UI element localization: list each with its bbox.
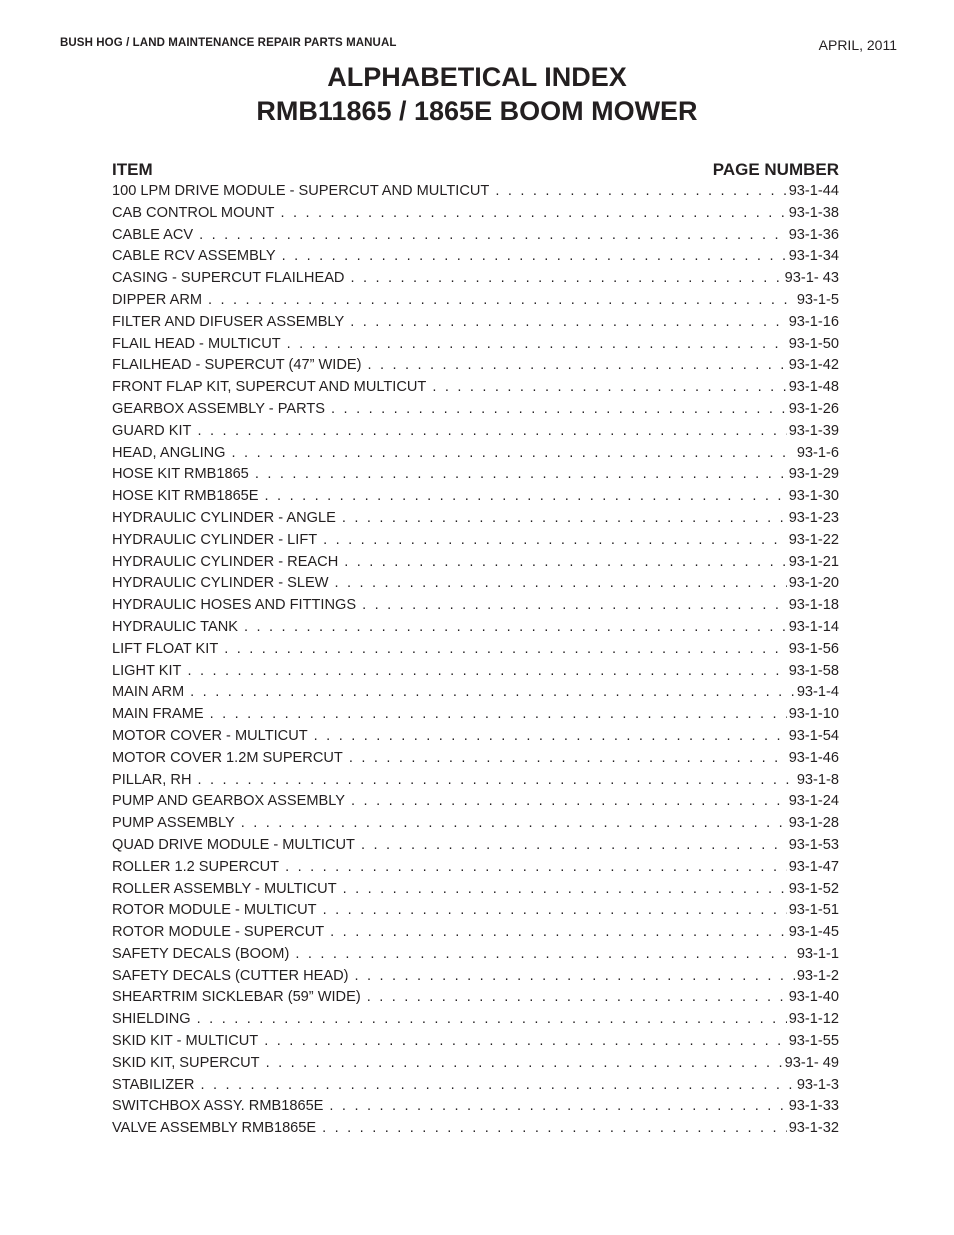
index-entry <box>112 1098 839 1120</box>
entry-page-number: 93-1-56 <box>788 640 839 657</box>
entry-item-name: HEAD, ANGLING <box>112 444 226 461</box>
entry-item-name: PUMP AND GEARBOX ASSEMBLY <box>112 793 346 810</box>
entry-item-name: FILTER AND DIFUSER ASSEMBLY <box>112 313 345 330</box>
entry-page-number: 93-1-24 <box>788 793 839 810</box>
index-entry <box>112 445 839 467</box>
publication-date: APRIL, 2011 <box>818 37 897 53</box>
dot-leader <box>351 793 787 809</box>
index-entry <box>112 728 839 750</box>
entry-page-number: 93-1-46 <box>788 749 839 766</box>
dot-leader <box>199 227 787 243</box>
entry-item-name: SAFETY DECALS (BOOM) <box>112 945 290 962</box>
index-entry <box>112 379 839 401</box>
entry-page-number: 93-1-12 <box>788 1011 839 1028</box>
index-entry <box>112 1077 839 1099</box>
entry-page-number: 93-1-48 <box>788 379 839 396</box>
entry-item-name: FRONT FLAP KIT, SUPERCUT AND MULTICUT <box>112 379 427 396</box>
entry-page-number: 93-1-3 <box>796 1076 839 1093</box>
index-entry <box>112 815 839 837</box>
dot-leader <box>197 423 786 439</box>
dot-leader <box>367 357 786 373</box>
entry-item-name: MOTOR COVER - MULTICUT <box>112 727 308 744</box>
index-entry <box>112 989 839 1011</box>
entry-page-number: 93-1-47 <box>788 858 839 875</box>
entry-item-name: SHEARTRIM SICKLEBAR (59” WIDE) <box>112 989 361 1006</box>
entry-page-number: 93-1-36 <box>788 226 839 243</box>
dot-leader <box>197 1011 787 1027</box>
dot-leader <box>266 1055 783 1071</box>
index-entry <box>112 968 839 990</box>
entry-item-name: QUAD DRIVE MODULE - MULTICUT <box>112 836 355 853</box>
index-entry <box>112 1011 839 1033</box>
entry-item-name: CABLE ACV <box>112 226 194 243</box>
index-entry <box>112 466 839 488</box>
entry-page-number: 93-1- 49 <box>784 1054 839 1071</box>
entry-page-number: 93-1-55 <box>788 1033 839 1050</box>
index-entry <box>112 619 839 641</box>
dot-leader <box>344 554 786 570</box>
dot-leader <box>282 248 787 264</box>
dot-leader <box>255 466 787 482</box>
entry-page-number: 93-1-52 <box>788 880 839 897</box>
entry-item-name: HYDRAULIC HOSES AND FITTINGS <box>112 597 357 614</box>
entry-item-name: HOSE KIT RMB1865 <box>112 466 249 483</box>
entry-page-number: 93-1-50 <box>788 335 839 352</box>
entry-page-number: 93-1-16 <box>788 313 839 330</box>
entry-page-number: 93-1-54 <box>788 727 839 744</box>
dot-leader <box>285 859 787 875</box>
index-entry <box>112 1033 839 1055</box>
index-entry <box>112 532 839 554</box>
entry-page-number: 93-1-18 <box>788 597 839 614</box>
entry-page-number: 93-1-45 <box>788 924 839 941</box>
index-entry <box>112 750 839 772</box>
dot-leader <box>232 445 795 461</box>
dot-leader <box>190 684 795 700</box>
dot-leader <box>349 750 787 766</box>
index-entry <box>112 510 839 532</box>
index-entry <box>112 859 839 881</box>
entry-item-name: FLAILHEAD - SUPERCUT (47” WIDE) <box>112 357 362 374</box>
entry-item-name: MAIN ARM <box>112 684 185 701</box>
index-entry <box>112 357 839 379</box>
dot-leader <box>323 902 787 918</box>
index-entry <box>112 205 839 227</box>
dot-leader <box>208 292 795 308</box>
index-entry <box>112 270 839 292</box>
entry-item-name: VALVE ASSEMBLY RMB1865E <box>112 1120 317 1137</box>
dot-leader <box>330 924 787 940</box>
entry-item-name: HYDRAULIC CYLINDER - LIFT <box>112 531 318 548</box>
entry-page-number: 93-1-14 <box>788 618 839 635</box>
entry-page-number: 93-1-5 <box>796 291 839 308</box>
dot-leader <box>280 205 786 221</box>
entry-item-name: CAB CONTROL MOUNT <box>112 204 275 221</box>
entry-item-name: PILLAR, RH <box>112 771 192 788</box>
dot-leader <box>210 706 787 722</box>
entry-item-name: MOTOR COVER 1.2M SUPERCUT <box>112 749 343 766</box>
index-entry <box>112 837 839 859</box>
index-entry <box>112 924 839 946</box>
entry-page-number: 93-1-10 <box>788 706 839 723</box>
dot-leader <box>287 336 787 352</box>
index-entry <box>112 684 839 706</box>
page-title: ALPHABETICAL INDEX <box>327 62 627 92</box>
entry-item-name: FLAIL HEAD - MULTICUT <box>112 335 281 352</box>
index-entry <box>112 183 839 205</box>
entry-item-name: GEARBOX ASSEMBLY - PARTS <box>112 400 326 417</box>
dot-leader <box>322 1120 787 1136</box>
item-column-header: ITEM <box>112 160 153 179</box>
index-entry <box>112 554 839 576</box>
entry-item-name: HOSE KIT RMB1865E <box>112 488 259 505</box>
entry-page-number: 93-1-42 <box>788 357 839 374</box>
dot-leader <box>355 968 795 984</box>
page-subtitle: RMB11865 / 1865E BOOM MOWER <box>256 96 698 126</box>
entry-item-name: SKID KIT, SUPERCUT <box>112 1054 260 1071</box>
index-entry <box>112 488 839 510</box>
dot-leader <box>295 946 794 962</box>
entry-page-number: 93-1-6 <box>796 444 839 461</box>
entry-page-number: 93-1-21 <box>788 553 839 570</box>
entry-item-name: LIGHT KIT <box>112 662 182 679</box>
entry-item-name: SAFETY DECALS (CUTTER HEAD) <box>112 967 349 984</box>
entry-page-number: 93-1-2 <box>796 967 839 984</box>
entry-page-number: 93-1-40 <box>788 989 839 1006</box>
dot-leader <box>362 597 787 613</box>
dot-leader <box>329 1098 786 1114</box>
dot-leader <box>244 619 787 635</box>
index-entry <box>112 314 839 336</box>
entry-page-number: 93-1-32 <box>788 1120 839 1137</box>
entry-page-number: 93-1-20 <box>788 575 839 592</box>
index-entry <box>112 881 839 903</box>
entry-item-name: STABILIZER <box>112 1076 195 1093</box>
entry-item-name: ROLLER 1.2 SUPERCUT <box>112 858 280 875</box>
dot-leader <box>361 837 787 853</box>
index-entry <box>112 946 839 968</box>
entry-item-name: SKID KIT - MULTICUT <box>112 1033 259 1050</box>
entry-item-name: ROTOR MODULE - MULTICUT <box>112 902 317 919</box>
entry-item-name: HYDRAULIC TANK <box>112 618 238 635</box>
entry-item-name: HYDRAULIC CYLINDER - SLEW <box>112 575 329 592</box>
dot-leader <box>350 314 786 330</box>
entry-item-name: 100 LPM DRIVE MODULE - SUPERCUT AND MULTICUT <box>112 183 490 199</box>
dot-leader <box>335 575 787 591</box>
entry-page-number: 93-1-28 <box>788 815 839 832</box>
index-entry <box>112 292 839 314</box>
entry-page-number: 93-1-53 <box>788 836 839 853</box>
dot-leader <box>495 183 786 199</box>
entry-page-number: 93-1-51 <box>788 902 839 919</box>
index-entry <box>112 336 839 358</box>
index-entry <box>112 706 839 728</box>
dot-leader <box>224 641 786 657</box>
entry-page-number: 93-1-34 <box>788 248 839 265</box>
dot-leader <box>343 881 787 897</box>
dot-leader <box>323 532 787 548</box>
index-entry <box>112 663 839 685</box>
index-entry <box>112 401 839 423</box>
index-entry <box>112 1055 839 1077</box>
entry-page-number: 93-1-39 <box>788 422 839 439</box>
index-column-headers <box>112 160 839 180</box>
index-entry <box>112 641 839 663</box>
index-entry <box>112 423 839 445</box>
entry-item-name: HYDRAULIC CYLINDER - REACH <box>112 553 339 570</box>
index-entry <box>112 793 839 815</box>
entry-item-name: ROTOR MODULE - SUPERCUT <box>112 924 325 941</box>
entry-page-number: 93-1- 43 <box>784 270 839 287</box>
index-entry <box>112 1120 839 1142</box>
dot-leader <box>342 510 787 526</box>
entry-item-name: CABLE RCV ASSEMBLY <box>112 248 276 265</box>
entry-page-number: 93-1-44 <box>788 183 839 199</box>
entry-item-name: DIPPER ARM <box>112 291 203 308</box>
dot-leader <box>200 1077 794 1093</box>
entry-item-name: SHIELDING <box>112 1011 191 1028</box>
index-entry <box>112 248 839 270</box>
index-list <box>112 183 839 1142</box>
dot-leader <box>432 379 786 395</box>
entry-page-number: 93-1-26 <box>788 400 839 417</box>
page-number-column-header: PAGE NUMBER <box>712 160 839 179</box>
manual-title: BUSH HOG / LAND MAINTENANCE REPAIR PARTS MANUAL <box>60 37 397 49</box>
entry-page-number: 93-1-30 <box>788 488 839 505</box>
entry-page-number: 93-1-38 <box>788 204 839 221</box>
dot-leader <box>241 815 787 831</box>
index-entry <box>112 575 839 597</box>
entry-item-name: GUARD KIT <box>112 422 192 439</box>
entry-page-number: 93-1-23 <box>788 509 839 526</box>
entry-page-number: 93-1-58 <box>788 662 839 679</box>
entry-item-name: CASING - SUPERCUT FLAILHEAD <box>112 270 345 287</box>
entry-page-number: 93-1-1 <box>796 945 839 962</box>
entry-page-number: 93-1-33 <box>788 1098 839 1115</box>
entry-page-number: 93-1-8 <box>796 771 839 788</box>
dot-leader <box>367 989 787 1005</box>
dot-leader <box>187 663 786 679</box>
entry-page-number: 93-1-29 <box>788 466 839 483</box>
dot-leader <box>197 772 794 788</box>
entry-item-name: SWITCHBOX ASSY. RMB1865E <box>112 1098 324 1115</box>
index-entry <box>112 772 839 794</box>
entry-item-name: ROLLER ASSEMBLY - MULTICUT <box>112 880 337 897</box>
dot-leader <box>265 488 787 504</box>
index-entry <box>112 597 839 619</box>
dot-leader <box>264 1033 786 1049</box>
entry-page-number: 93-1-22 <box>788 531 839 548</box>
entry-item-name: MAIN FRAME <box>112 706 204 723</box>
dot-leader <box>314 728 787 744</box>
entry-item-name: HYDRAULIC CYLINDER - ANGLE <box>112 509 336 526</box>
dot-leader <box>331 401 787 417</box>
index-entry <box>112 902 839 924</box>
index-entry <box>112 227 839 249</box>
entry-item-name: LIFT FLOAT KIT <box>112 640 219 657</box>
dot-leader <box>350 270 782 286</box>
entry-page-number: 93-1-4 <box>796 684 839 701</box>
entry-item-name: PUMP ASSEMBLY <box>112 815 235 832</box>
